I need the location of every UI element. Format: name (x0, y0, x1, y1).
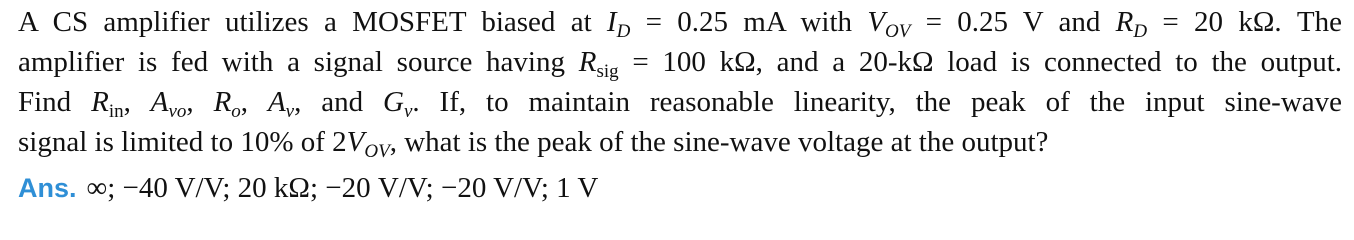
subscript-vo: vo (168, 101, 187, 122)
subscript-ov: OV (364, 141, 390, 162)
text-segment: , what is the peak of the sine-wave voltage at the output? (389, 126, 1049, 158)
subscript-ov: OV (885, 21, 911, 42)
subscript-sig: sig (596, 61, 619, 82)
problem-line-1 (18, 2, 1342, 42)
subscript-in: in (108, 101, 124, 122)
symbol-r: R (213, 86, 232, 118)
subscript-d: D (616, 21, 631, 42)
text-segment: Find (18, 86, 92, 118)
separator: , (123, 86, 151, 118)
problem-line-3 (18, 82, 1342, 122)
subscript-d: D (1133, 21, 1148, 42)
text-segment: = 100 kΩ, and a 20-kΩ load is connected to the output. (618, 46, 1342, 78)
text-segment: A CS amplifier utilizes a MOSFET biased at (18, 6, 607, 38)
text-segment: signal is limited to 10% of 2 (18, 126, 347, 158)
symbol-a: A (150, 86, 169, 118)
symbol-i: I (606, 6, 617, 38)
text-segment: = 0.25 mA with (630, 6, 868, 38)
problem-line-2 (18, 42, 1342, 82)
text-segment: , and (294, 86, 384, 118)
symbol-v: V (867, 6, 886, 38)
text-segment: = 0.25 V and (910, 6, 1116, 38)
symbol-r: R (578, 46, 597, 78)
problem-statement (18, 2, 1342, 162)
symbol-r: R (1115, 6, 1134, 38)
subscript-v: v (285, 101, 295, 122)
separator: , (186, 86, 214, 118)
subscript-v: v (403, 101, 413, 122)
symbol-g: G (383, 86, 404, 118)
answer-line (18, 168, 598, 208)
text-segment: = 20 kΩ. The (1147, 6, 1343, 38)
answer-label: Ans. (18, 173, 77, 203)
symbol-r: R (91, 86, 109, 118)
problem-line-4 (18, 122, 1342, 162)
separator: , (240, 86, 268, 118)
answer-text: ∞; −40 V/V; 20 kΩ; −20 V/V; −20 V/V; 1 V (86, 172, 599, 204)
symbol-v: V (346, 126, 365, 158)
subscript-o: o (231, 101, 241, 122)
text-segment: . If, to maintain reasonable linearity, the peak of the input sine-wave (412, 86, 1343, 118)
text-segment: amplifier is fed with a signal source having (18, 46, 579, 78)
symbol-a: A (267, 86, 286, 118)
